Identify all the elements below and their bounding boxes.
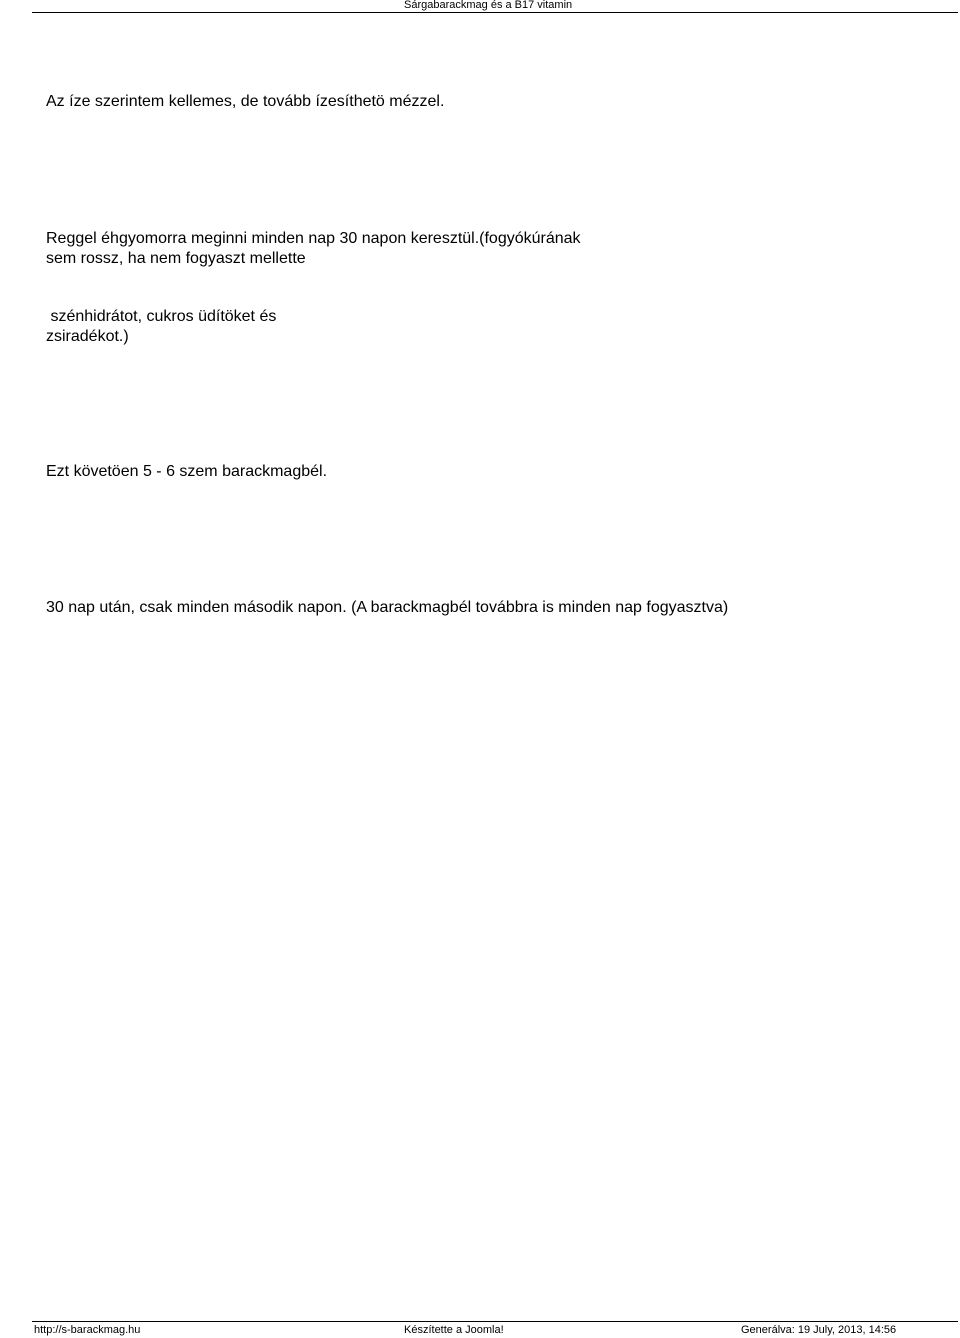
- paragraph-after-30-days: 30 nap után, csak minden második napon. (A barackmagbél továbbra is minden nap fogyasztva): [46, 599, 729, 616]
- paragraph-diet-line-2: zsiradékot.): [46, 328, 129, 345]
- paragraph-morning-line-1: Reggel éhgyomorra meginni minden nap 30 napon keresztül.(fogyókúrának: [46, 230, 581, 247]
- footer-url-link[interactable]: http://s-barackmag.hu: [34, 1324, 141, 1336]
- paragraph-diet: [46, 307, 276, 347]
- page-header: [0, 0, 960, 14]
- paragraph-kernels: Ezt követöen 5 - 6 szem barackmagbél.: [46, 463, 328, 480]
- footer-generated-date: Generálva: 19 July, 2013, 14:56: [741, 1324, 897, 1336]
- paragraph-morning: [46, 229, 581, 269]
- paragraph-morning-line-2: sem rossz, ha nem fogyaszt mellette: [46, 250, 306, 267]
- paragraph-taste: Az íze szerintem kellemes, de tovább ízesíthetö mézzel.: [46, 93, 445, 110]
- header-divider: [32, 12, 958, 13]
- footer-credit: Készítette a Joomla!: [404, 1324, 504, 1336]
- footer-divider: [32, 1321, 958, 1322]
- page-footer: [0, 1318, 960, 1338]
- paragraph-diet-line-1: szénhidrátot, cukros üdítöket és: [46, 308, 277, 325]
- header-title: Sárgabarackmag és a B17 vitamin: [404, 0, 573, 11]
